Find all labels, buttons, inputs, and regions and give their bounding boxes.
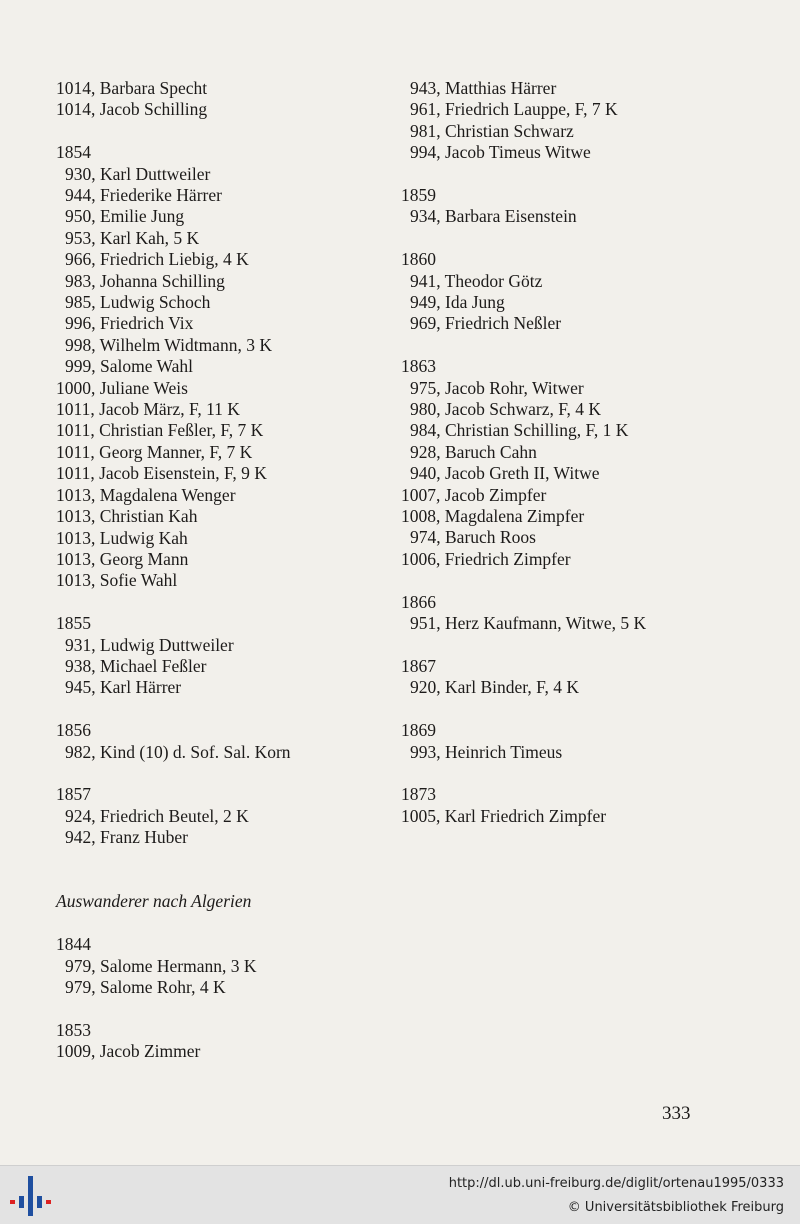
list-entry: 1000, Juliane Weis	[56, 377, 188, 398]
section-heading: Auswanderer nach Algerien	[56, 891, 252, 912]
spacer	[401, 335, 761, 356]
list-entry: 980, Jacob Schwarz, F, 4 K	[410, 399, 602, 420]
spacer	[401, 763, 761, 784]
spacer	[401, 570, 761, 591]
list-entry: 984, Christian Schilling, F, 1 K	[410, 420, 629, 441]
list-entry: 975, Jacob Rohr, Witwer	[410, 377, 584, 398]
year-heading: 1853	[56, 1019, 91, 1040]
list-entry: 1014, Barbara Specht	[56, 78, 208, 98]
spacer	[56, 913, 386, 934]
list-entry: 1013, Magdalena Wenger	[56, 484, 236, 505]
library-logo-icon	[8, 1174, 52, 1218]
list-entry: 940, Jacob Greth II, Witwe	[410, 463, 600, 484]
list-entry: 994, Jacob Timeus Witwe	[410, 142, 591, 163]
year-heading: 1867	[401, 655, 436, 676]
list-entry: 931, Ludwig Duttweiler	[65, 634, 234, 655]
spacer	[401, 699, 761, 720]
right-column	[401, 78, 761, 827]
list-entry: 949, Ida Jung	[410, 292, 505, 313]
list-entry: 982, Kind (10) d. Sof. Sal. Korn	[65, 741, 291, 762]
list-entry: 969, Friedrich Neßler	[410, 313, 562, 334]
year-heading: 1869	[401, 720, 436, 741]
list-entry: 983, Johanna Schilling	[65, 270, 225, 291]
list-entry: 1013, Ludwig Kah	[56, 527, 188, 548]
list-entry: 938, Michael Feßler	[65, 655, 207, 676]
year-heading: 1866	[401, 591, 436, 612]
list-entry: 993, Heinrich Timeus	[410, 741, 563, 762]
list-entry: 928, Baruch Cahn	[410, 441, 537, 462]
list-entry: 924, Friedrich Beutel, 2 K	[65, 805, 249, 826]
list-entry: 943, Matthias Härrer	[410, 78, 557, 98]
spacer	[401, 635, 761, 656]
list-entry: 1007, Jacob Zimpfer	[401, 484, 547, 505]
spacer	[56, 849, 386, 870]
spacer	[401, 228, 761, 249]
list-entry: 1008, Magdalena Zimpfer	[401, 506, 585, 527]
year-heading: 1844	[56, 934, 91, 955]
list-entry: 942, Franz Huber	[65, 827, 188, 848]
list-entry: 1013, Sofie Wahl	[56, 570, 178, 591]
year-heading: 1873	[401, 784, 436, 805]
list-entry: 961, Friedrich Lauppe, F, 7 K	[410, 99, 618, 120]
list-entry: 1011, Georg Manner, F, 7 K	[56, 441, 253, 462]
list-entry: 974, Baruch Roos	[410, 527, 536, 548]
page-number: 333	[662, 1103, 691, 1124]
list-entry: 950, Emilie Jung	[65, 206, 185, 227]
list-entry: 934, Barbara Eisenstein	[410, 206, 577, 227]
list-entry: 1013, Christian Kah	[56, 506, 198, 527]
spacer	[56, 870, 386, 891]
year-heading: 1855	[56, 613, 91, 634]
spacer	[56, 763, 386, 784]
spacer	[56, 699, 386, 720]
list-entry: 1011, Christian Feßler, F, 7 K	[56, 420, 264, 441]
spacer	[56, 592, 386, 613]
year-heading: 1854	[56, 142, 91, 163]
list-entry: 998, Wilhelm Widtmann, 3 K	[65, 334, 272, 355]
list-entry: 985, Ludwig Schoch	[65, 292, 211, 313]
copyright-text: © Universitätsbibliothek Freiburg	[567, 1200, 784, 1215]
list-entry: 944, Friederike Härrer	[65, 185, 222, 206]
list-entry: 930, Karl Duttweiler	[65, 163, 211, 184]
spacer	[56, 998, 386, 1019]
list-entry: 945, Karl Härrer	[65, 677, 182, 698]
list-entry: 1013, Georg Mann	[56, 548, 189, 569]
list-entry: 941, Theodor Götz	[410, 270, 543, 291]
list-entry: 999, Salome Wahl	[65, 356, 194, 377]
list-entry: 981, Christian Schwarz	[410, 120, 574, 141]
year-heading: 1863	[401, 356, 436, 377]
list-entry: 1009, Jacob Zimmer	[56, 1041, 201, 1062]
year-heading: 1856	[56, 720, 91, 741]
list-entry: 1014, Jacob Schilling	[56, 99, 208, 120]
list-entry: 966, Friedrich Liebig, 4 K	[65, 249, 249, 270]
year-heading: 1859	[401, 185, 436, 206]
list-entry: 951, Herz Kaufmann, Witwe, 5 K	[410, 613, 647, 634]
list-entry: 1011, Jacob Eisenstein, F, 9 K	[56, 463, 267, 484]
list-entry: 1006, Friedrich Zimpfer	[401, 548, 571, 569]
list-entry: 979, Salome Rohr, 4 K	[65, 976, 226, 997]
list-entry: 920, Karl Binder, F, 4 K	[410, 677, 579, 698]
list-entry: 1005, Karl Friedrich Zimpfer	[401, 805, 607, 826]
left-column	[56, 78, 386, 1063]
list-entry: 953, Karl Kah, 5 K	[65, 227, 200, 248]
list-entry: 1011, Jacob März, F, 11 K	[56, 399, 240, 420]
footer-bar	[0, 1165, 800, 1224]
spacer	[56, 121, 386, 142]
source-url-link[interactable]: http://dl.ub.uni-freiburg.de/diglit/ortenau1995/0333	[448, 1176, 784, 1191]
spacer	[401, 164, 761, 185]
list-entry: 979, Salome Hermann, 3 K	[65, 955, 257, 976]
year-heading: 1860	[401, 249, 436, 270]
year-heading: 1857	[56, 784, 91, 805]
list-entry: 996, Friedrich Vix	[65, 313, 194, 334]
